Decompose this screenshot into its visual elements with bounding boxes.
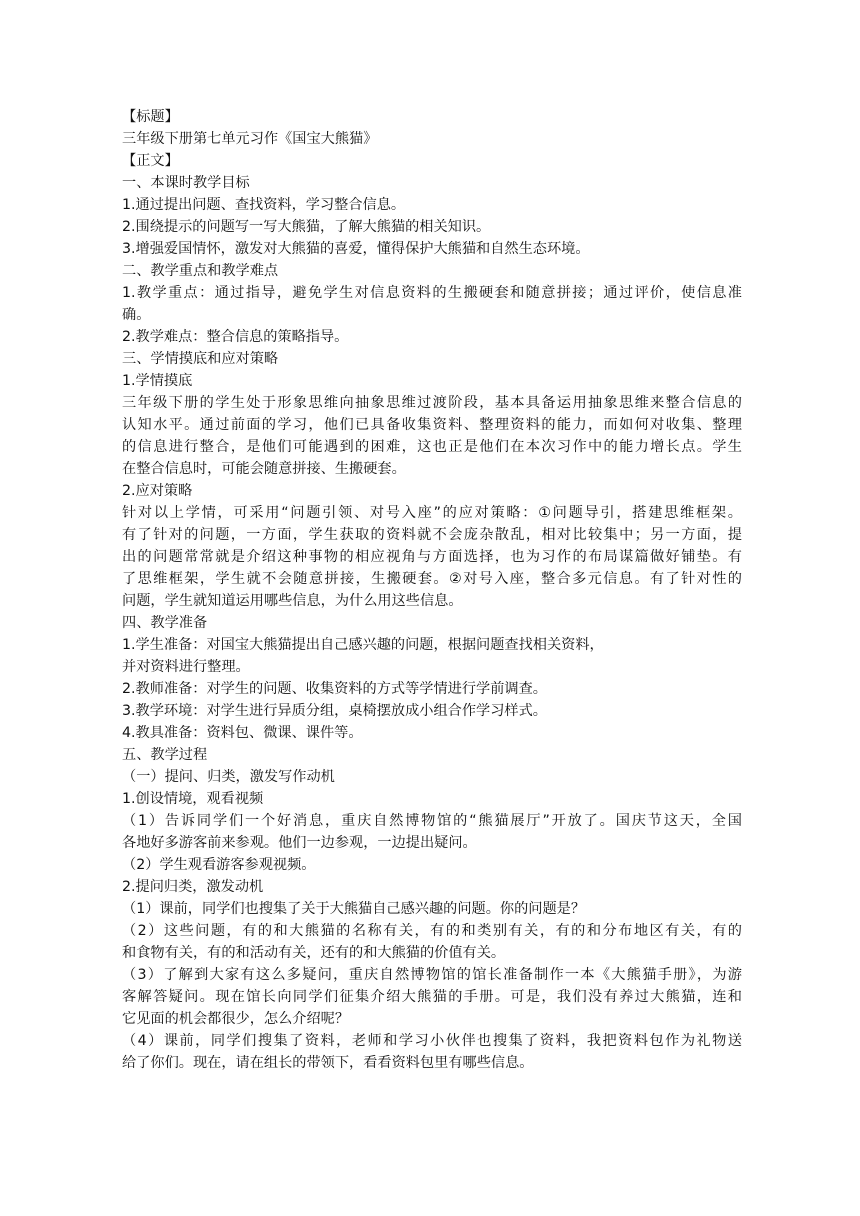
heading-preparation: 四、教学准备 (122, 615, 208, 631)
step-heading: 1.创设情境，观看视频 (122, 791, 264, 807)
paragraph-line: 认知水平。通过前面的学习，他们已具备收集资料、整理资料的能力，而如何对收集、整理 (122, 417, 742, 433)
key-point-line: 确。 (122, 307, 151, 323)
key-point-line: 1.教学重点：通过指导，避免学生对信息资料的生搬硬套和随意拼接；通过评价，使信息准 (122, 285, 742, 301)
paragraph-line: 了思维框架，学生就不会随意拼接，生搬硬套。②对号入座，整合多元信息。有了针对性的 (122, 571, 742, 587)
paragraph-line: 和食物有关，有的和活动有关，还有的和大熊猫的价值有关。 (122, 945, 506, 961)
paragraph-line: 的信息进行整合，是他们可能遇到的困难，这也正是他们在本次习作中的能力增长点。学生 (122, 439, 742, 455)
objective-2: 2.围绕提示的问题写一写大熊猫，了解大熊猫的相关知识。 (122, 219, 491, 235)
subheading-situation: 1.学情摸底 (122, 373, 193, 389)
heading-key-points: 二、教学重点和教学难点 (122, 263, 279, 279)
paragraph-line: （1）告诉同学们一个好消息，重庆自然博物馆的“熊猫展厅”开放了。国庆节这天，全国 (122, 813, 742, 829)
paragraph-line: 问题，学生就知道运用哪些信息，为什么用这些信息。 (122, 593, 463, 609)
document-page (122, 106, 742, 1074)
paragraph-line: （3）了解到大家有这么多疑问，重庆自然博物馆的馆长准备制作一本《大熊猫手册》，为游 (122, 967, 742, 983)
preparation-item: 2.教师准备：对学生的问题、收集资料的方式等学情进行学前调查。 (122, 681, 547, 697)
section-label-title: 【标题】 (122, 109, 179, 125)
paragraph-line: 出的问题常常就是介绍这种事物的相应视角与方面选择，也为习作的布局谋篇做好铺垫。有 (122, 549, 742, 565)
preparation-item: 1.学生准备：对国宝大熊猫提出自己感兴趣的问题，根据问题查找相关资料， (122, 637, 604, 653)
preparation-item: 3.教学环境：对学生进行异质分组，桌椅摆放成小组合作学习样式。 (122, 703, 547, 719)
paragraph-line: 针对以上学情，可采用“问题引领、对号入座”的应对策略：①问题导引，搭建思维框架。 (122, 505, 742, 521)
objective-3: 3.增强爱国情怀，激发对大熊猫的喜爱，懂得保护大熊猫和自然生态环境。 (122, 241, 590, 257)
heading-process: 五、教学过程 (122, 747, 208, 763)
preparation-item: 并对资料进行整理。 (122, 659, 250, 675)
paragraph-line: 有了针对的问题，一方面，学生获取的资料就不会庞杂散乱，相对比较集中；另一方面，提 (122, 527, 742, 543)
paragraph-line: （2）学生观看游客参观视频。 (122, 857, 316, 873)
document-title: 三年级下册第七单元习作《国宝大熊猫》 (122, 131, 378, 147)
subheading-process-1: （一）提问、归类，激发写作动机 (122, 769, 335, 785)
preparation-item: 4.教具准备：资料包、微课、课件等。 (122, 725, 363, 741)
section-label-body: 【正文】 (122, 153, 179, 169)
step-heading: 2.提问归类，激发动机 (122, 879, 264, 895)
paragraph-line: 给了你们。现在，请在组长的带领下，看看资料包里有哪些信息。 (122, 1055, 534, 1071)
paragraph-line: 各地好多游客前来参观。他们一边参观，一边提出疑问。 (122, 835, 477, 851)
paragraph-line: 它见面的机会都很少，怎么介绍呢？ (122, 1011, 350, 1027)
paragraph-line: （1）课前，同学们也搜集了关于大熊猫自己感兴趣的问题。你的问题是？ (122, 901, 586, 917)
paragraph-line: （2）这些问题，有的和大熊猫的名称有关，有的和类别有关，有的和分布地区有关，有的 (122, 923, 742, 939)
difficulty-line: 2.教学难点：整合信息的策略指导。 (122, 329, 349, 345)
heading-learning-situation: 三、学情摸底和应对策略 (122, 351, 279, 367)
subheading-strategy: 2.应对策略 (122, 483, 193, 499)
paragraph-line: 客解答疑问。现在馆长向同学们征集介绍大熊猫的手册。可是，我们没有养过大熊猫，连和 (122, 989, 742, 1005)
paragraph-line: 在整合信息时，可能会随意拼接、生搬硬套。 (122, 461, 406, 477)
objective-1: 1.通过提出问题、查找资料，学习整合信息。 (122, 197, 406, 213)
paragraph-line: 三年级下册的学生处于形象思维向抽象思维过渡阶段，基本具备运用抽象思维来整合信息的 (122, 395, 742, 411)
paragraph-line: （4）课前，同学们搜集了资料，老师和学习小伙伴也搜集了资料，我把资料包作为礼物送 (122, 1033, 742, 1049)
heading-objectives: 一、本课时教学目标 (122, 175, 250, 191)
